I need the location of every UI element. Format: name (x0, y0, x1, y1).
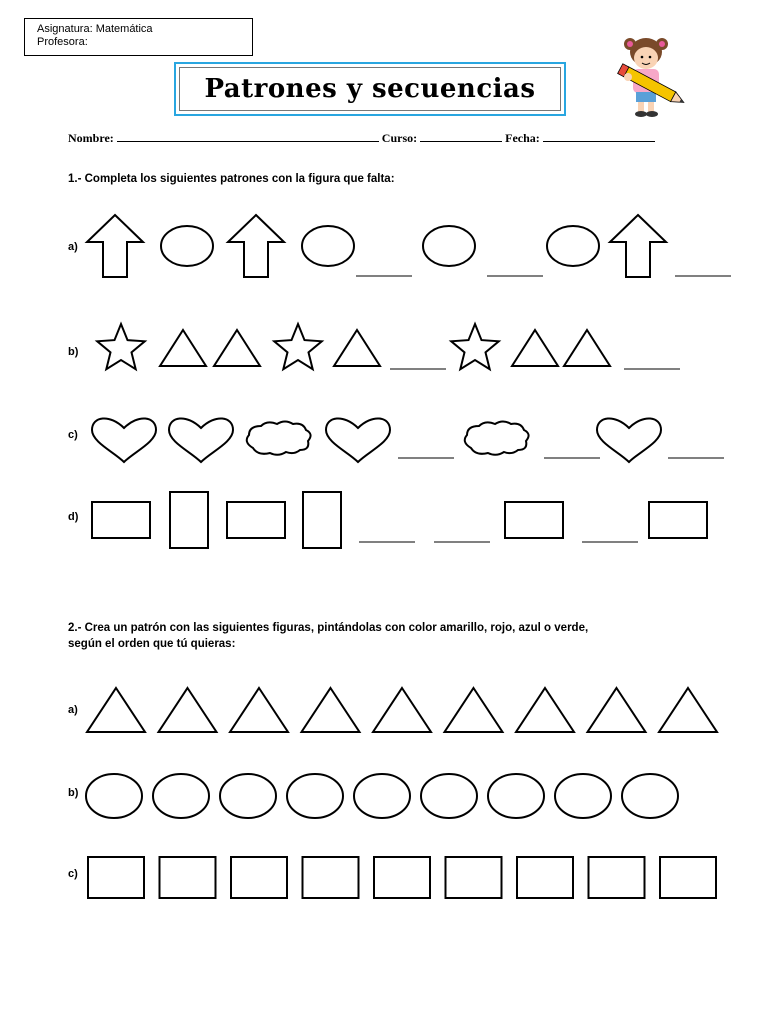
cloud-shape (465, 422, 529, 455)
circle-shape[interactable] (354, 774, 410, 818)
triangle-shape[interactable] (230, 688, 288, 732)
triangle-shape[interactable] (302, 688, 360, 732)
triangle-shape[interactable] (588, 688, 646, 732)
tall-rectangle-shape (303, 492, 341, 548)
circle-shape[interactable] (421, 774, 477, 818)
square-shape[interactable] (303, 857, 359, 898)
square-shape[interactable] (446, 857, 502, 898)
triangle-shape (512, 330, 558, 366)
subject-label: Asignatura: Matemática (37, 23, 153, 35)
triangle-shape (564, 330, 610, 366)
circle-shape[interactable] (220, 774, 276, 818)
triangle-shape (214, 330, 260, 366)
ex1-row-label: b) (68, 346, 79, 358)
triangle-shape[interactable] (87, 688, 145, 732)
triangle-shape[interactable] (659, 688, 717, 732)
circle-shape[interactable] (287, 774, 343, 818)
ex1-row-label: d) (68, 511, 79, 523)
triangle-shape[interactable] (516, 688, 574, 732)
star-shape (451, 324, 499, 369)
ex2-row-label: a) (68, 704, 78, 716)
circle-shape[interactable] (555, 774, 611, 818)
oval-shape (547, 226, 599, 266)
ex2-row-label: b) (68, 787, 79, 799)
circle-shape[interactable] (153, 774, 209, 818)
page-title: Patrones y secuencias (179, 67, 561, 111)
arrow-shape (87, 215, 143, 277)
exercise2-prompt-line2: según el orden que tú quieras: (68, 638, 236, 650)
date-label: Fecha: (505, 131, 540, 145)
heart-shape (326, 418, 390, 462)
exercise2-prompt-line1: 2.- Crea un patrón con las siguientes figuras, pintándolas con color amarillo, rojo, azul o verde, (68, 622, 589, 634)
heart-shape (92, 418, 156, 462)
oval-shape (423, 226, 475, 266)
square-shape[interactable] (517, 857, 573, 898)
square-shape[interactable] (374, 857, 430, 898)
wide-rectangle-shape (227, 502, 285, 538)
ex1-row-label: c) (68, 429, 78, 441)
square-shape[interactable] (88, 857, 144, 898)
teacher-label: Profesora: (37, 36, 88, 48)
square-shape[interactable] (160, 857, 216, 898)
circle-shape[interactable] (86, 774, 142, 818)
heart-shape (169, 418, 233, 462)
triangle-shape (160, 330, 206, 366)
circle-shape[interactable] (622, 774, 678, 818)
star-shape (97, 324, 145, 369)
arrow-shape (228, 215, 284, 277)
ex2-row-label: c) (68, 868, 78, 880)
triangle-shape[interactable] (373, 688, 431, 732)
oval-shape (302, 226, 354, 266)
triangle-shape[interactable] (445, 688, 503, 732)
square-shape[interactable] (589, 857, 645, 898)
heart-shape (597, 418, 661, 462)
star-shape (274, 324, 322, 369)
course-label: Curso: (381, 131, 418, 145)
circle-shape[interactable] (488, 774, 544, 818)
triangle-shape[interactable] (159, 688, 217, 732)
tall-rectangle-shape (170, 492, 208, 548)
cloud-shape (247, 422, 311, 455)
exercise1-prompt: 1.- Completa los siguientes patrones con la figura que falta: (68, 173, 395, 185)
name-label: Nombre: (68, 131, 114, 145)
wide-rectangle-shape (505, 502, 563, 538)
square-shape[interactable] (660, 857, 716, 898)
oval-shape (161, 226, 213, 266)
square-shape[interactable] (231, 857, 287, 898)
triangle-shape (334, 330, 380, 366)
wide-rectangle-shape (92, 502, 150, 538)
ex1-row-label: a) (68, 241, 78, 253)
arrow-shape (610, 215, 666, 277)
wide-rectangle-shape (649, 502, 707, 538)
